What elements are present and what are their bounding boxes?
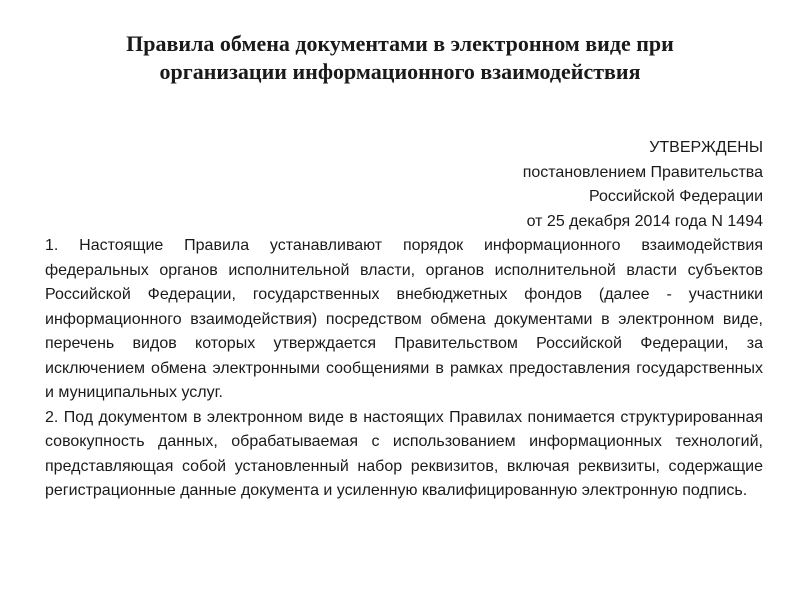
document-title-line-2: организации информационного взаимодействия [159,59,641,84]
approval-line-country: Российской Федерации [589,188,763,205]
document-title-line-1: Правила обмена документами в электронном виде при [126,31,674,56]
document-title [60,30,740,86]
paragraph-1: 1. Настоящие Правила устанавливают порядок информационного взаимодействия федеральных органов исполнительной власти, органов исполнительной власти субъектов Российской Федерации, государственных внебюджетных фондов (далее - участники информационного взаимодействия) посредством обмена документами в электронном виде, перечень видов которых утверждается Правительством Российской Федерации, за исключением обмена электронными сообщениями в рамках предоставления государственных и муниципальных услуг. [45,237,763,401]
approval-block [363,136,763,234]
paragraph-2: 2. Под документом в электронном виде в настоящих Правилах понимается структурированная совокупность данных, обрабатываемая с использованием информационных технологий, представляющая собой установленный набор реквизитов, включая реквизиты, содержащие регистрационные данные документа и усиленную квалифицированную электронную подпись. [45,408,763,499]
approval-line-date: от 25 декабря 2014 года N 1494 [526,212,763,230]
approval-line-approved: УТВЕРЖДЕНЫ [649,139,763,156]
approval-line-decree: постановлением Правительства [522,163,763,181]
document-body [45,234,763,504]
